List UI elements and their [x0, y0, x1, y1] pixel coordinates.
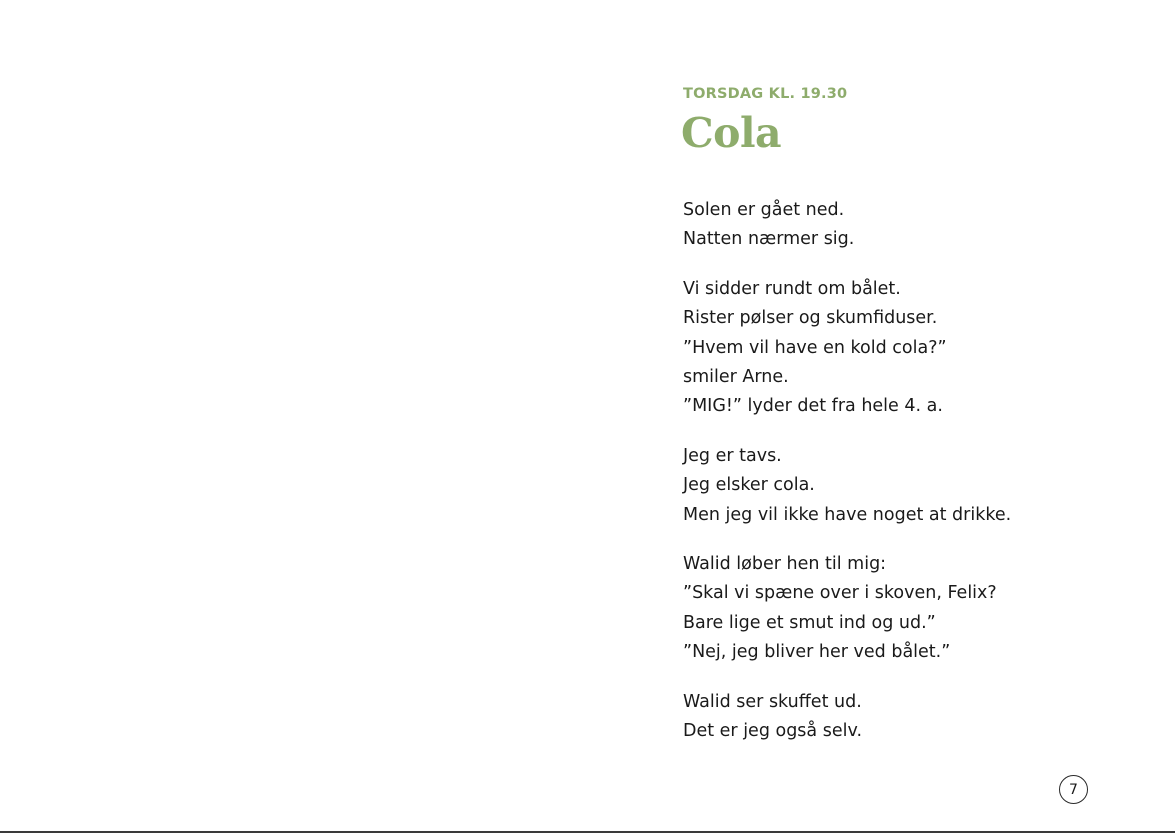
page-number-badge — [1059, 775, 1088, 804]
poem-line: Bare lige et smut ind og ud.” — [683, 612, 936, 633]
poem-line: Solen er gået ned. — [683, 200, 845, 220]
poem-line: ”Skal vi spæne over i skoven, Felix? — [683, 583, 997, 604]
chapter-title: Cola — [681, 109, 782, 157]
poem-line: Vi sidder rundt om bålet. — [683, 278, 901, 299]
poem-line: Jeg er tavs. — [683, 445, 782, 466]
poem-line: Natten nærmer sig. — [683, 229, 855, 250]
chapter-content — [683, 84, 1153, 747]
poem-line: Men jeg vil ikke have noget at drikke. — [683, 504, 1012, 525]
page-number: 7 — [1069, 781, 1078, 798]
poem-line: Rister pølser og skumfiduser. — [683, 308, 938, 329]
stanza — [683, 275, 1153, 422]
poem-body — [683, 196, 1153, 747]
poem-line: ”Hvem vil have en kold cola?” — [683, 337, 947, 358]
poem-line: Walid ser skuffet ud. — [683, 691, 862, 712]
chapter-time-label: TORSDAG KL. 19.30 — [683, 86, 848, 102]
stanza — [683, 550, 1153, 668]
stanza — [683, 688, 1153, 747]
stanza — [683, 196, 1153, 255]
poem-line: smiler Arne. — [683, 367, 789, 388]
stanza — [683, 442, 1153, 530]
poem-line: ”Nej, jeg bliver her ved bålet.” — [683, 642, 951, 663]
poem-line: ”MIG!” lyder det fra hele 4. a. — [683, 396, 943, 417]
poem-line: Walid løber hen til mig: — [683, 554, 887, 575]
poem-line: Det er jeg også selv. — [683, 721, 863, 742]
poem-line: Jeg elsker cola. — [683, 475, 815, 496]
